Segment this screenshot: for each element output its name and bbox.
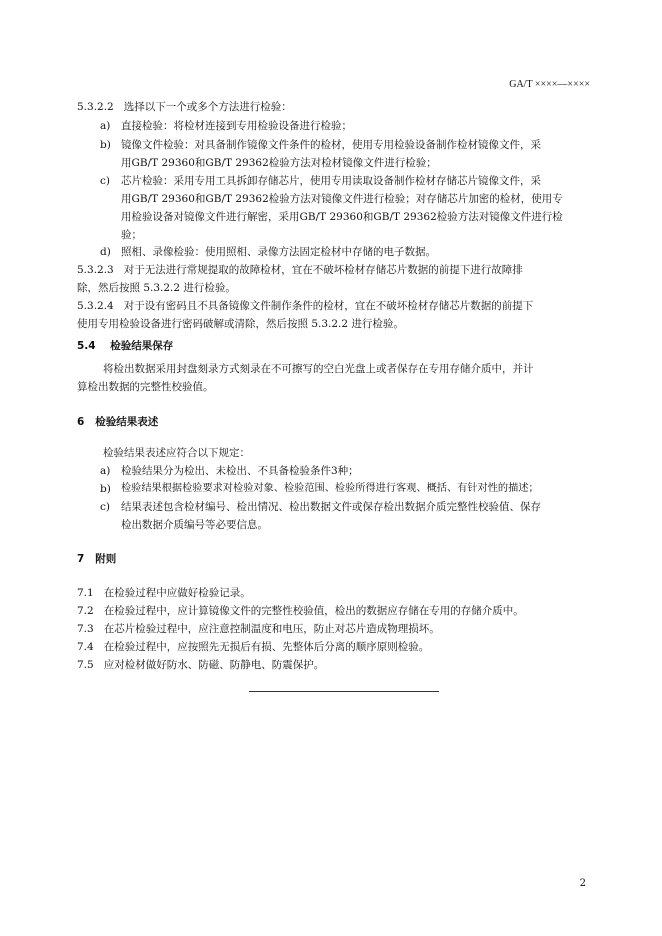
list-item-text: 验； xyxy=(121,229,142,241)
document-id-header: GA/T ××××—×××× xyxy=(509,79,590,90)
paragraph-text: 检验结果表述应符合以下规定： xyxy=(103,447,250,459)
clause-text: 应对检材做好防水、防磁、防静电、防震保护。 xyxy=(103,659,325,671)
clause-5-3-2-2 xyxy=(77,100,292,114)
list-item-text: 用GB/T 29360和GB/T 29362检验方法对镜像文件进行检验；对存储芯片加密的检材，使用专 xyxy=(121,193,563,205)
clause-7-5 xyxy=(77,658,324,672)
section-number: 6 xyxy=(77,416,85,428)
clause-5-3-2-4 xyxy=(77,299,533,313)
list-item-marker: a) xyxy=(100,120,111,132)
list-item-marker: b) xyxy=(100,139,111,151)
clause-number: 7.1 xyxy=(77,587,94,599)
list-item-text: 检出数据介质编号等必要信息。 xyxy=(121,519,268,531)
clause-number: 7.2 xyxy=(77,605,94,617)
list-item-marker: b) xyxy=(100,483,111,495)
list-item-marker: a) xyxy=(100,465,111,477)
list-item-marker: c) xyxy=(100,501,110,513)
list-item-text: 镜像文件检验：对具备制作镜像文件条件的检材，使用专用检验设备制作检材镜像文件，采 xyxy=(121,139,541,151)
list-item-text: 芯片检验：采用专用工具拆卸存储芯片，使用专用读取设备制作检材存储芯片镜像文件，采 xyxy=(121,175,541,187)
clause-number: 7.5 xyxy=(77,659,94,671)
page-number: 2 xyxy=(579,878,586,889)
clause-text: 除，然后按照 5.3.2.2 进行检验。 xyxy=(77,282,236,294)
section-title: 检验结果表述 xyxy=(95,416,159,428)
clause-number: 7.4 xyxy=(77,641,94,653)
clause-text: 在芯片检验过程中，应注意控制温度和电压，防止对芯片造成物理损坏。 xyxy=(103,623,440,635)
section-heading-5-4 xyxy=(77,339,173,353)
clause-text: 在检验过程中，应按照先无损后有损、先整体后分离的顺序原则检验。 xyxy=(103,641,430,653)
clause-text: 在检验过程中应做好检验记录。 xyxy=(103,587,251,599)
list-item-marker: c) xyxy=(100,175,110,187)
clause-5-3-2-3 xyxy=(77,263,523,277)
paragraph-text: 算检出数据的完整性校验值。 xyxy=(77,381,214,393)
clause-number: 5.3.2.2 xyxy=(77,101,114,113)
clause-number: 5.3.2.3 xyxy=(77,264,114,276)
list-item-text: 检验结果分为检出、未检出、不具备检验条件3种； xyxy=(121,465,359,477)
list-item-text: 用GB/T 29360和GB/T 29362检验方法对检材镜像文件进行检验； xyxy=(121,157,437,169)
clause-number: 5.3.2.4 xyxy=(77,300,114,312)
clause-text: 选择以下一个或多个方法进行检验： xyxy=(123,101,292,113)
clause-text: 使用专用检验设备进行密码破解或清除，然后按照 5.3.2.2 进行检验。 xyxy=(77,318,404,330)
list-item-text: 照相、录像检验：使用照相、录像方法固定检材中存储的电子数据。 xyxy=(121,246,436,258)
end-rule-divider xyxy=(249,691,439,692)
section-number: 5.4 xyxy=(77,340,96,352)
list-item-text: 直接检验：将检材连接到专用检验设备进行检验； xyxy=(121,120,352,132)
list-item-text: 结果表述包含检材编号、检出情况、检出数据文件或保存检出数据介质完整性校验值、保存 xyxy=(121,501,541,513)
clause-text: 对于无法进行常规提取的故障检材，宜在不破坏检材存储芯片数据的前提下进行故障排 xyxy=(123,264,523,276)
section-number: 7 xyxy=(77,553,85,565)
paragraph-text: 将检出数据采用封盘刻录方式刻录在不可擦写的空白光盘上或者保存在专用存储介质中，并计 xyxy=(103,363,534,375)
clause-7-4 xyxy=(77,640,429,654)
section-title: 附则 xyxy=(95,553,117,565)
section-title: 检验结果保存 xyxy=(110,340,174,352)
list-item-marker: d) xyxy=(100,246,111,258)
section-heading-7 xyxy=(77,552,116,566)
clause-number: 7.3 xyxy=(77,623,94,635)
list-item-text: 检验结果根据检验要求对检验对象、检验范围、检验所得进行客观、概括、有针对性的描述； xyxy=(121,483,539,494)
clause-7-3 xyxy=(77,622,440,636)
clause-7-2 xyxy=(77,604,524,618)
clause-text: 对于设有密码且不具备镜像文件制作条件的检材，宜在不破坏检材存储芯片数据的前提下 xyxy=(123,300,534,312)
list-item-text: 用检验设备对镜像文件进行解密，采用GB/T 29360和GB/T 29362检验方法对镜像文件进行检 xyxy=(121,211,563,223)
section-heading-6 xyxy=(77,415,158,429)
clause-text: 在检验过程中，应计算镜像文件的完整性校验值，检出的数据应存储在专用的存储介质中。 xyxy=(103,605,524,617)
clause-7-1 xyxy=(77,586,251,600)
